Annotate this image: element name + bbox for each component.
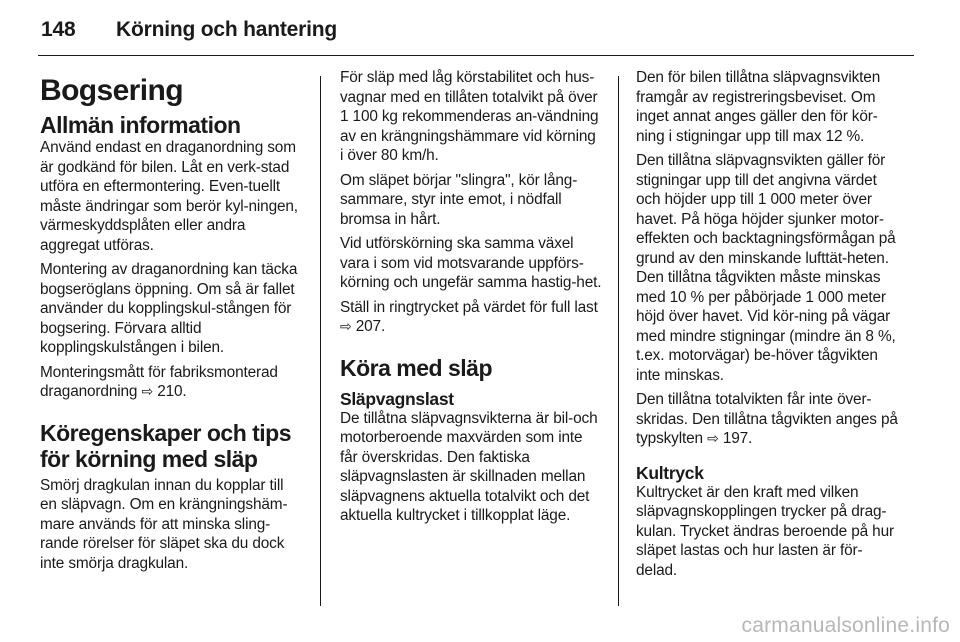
paragraph: Montering av draganordning kan täcka bogseröglans öppning. Om så är fallet använder du kopplingskul-stången för bogsering. Förvara alltid kopplingskulstången i bilen. <box>40 261 298 356</box>
paragraph: Vid utförskörning ska samma växel vara i som vid motsvarande uppförs-körning och ungefär samma hastig-het. <box>340 235 602 291</box>
paragraph: Den för bilen tillåtna släpvagnsvikten framgår av registreringsbeviset. Om inget annat anges gäller den för kör-ning i stigningar upp till max 12 %. <box>636 69 881 145</box>
paragraph <box>636 390 898 449</box>
page-reference[interactable]: 210. <box>157 383 187 400</box>
section-heading: Bogsering <box>40 74 183 107</box>
page-number: 148 <box>41 18 76 41</box>
watermark: carmanualsonline.info <box>741 614 950 637</box>
subsection-heading: Köregenskaper och tips för körning med släp <box>40 419 292 472</box>
chapter-title: Körning och hantering <box>116 18 337 41</box>
header-rule <box>38 55 914 56</box>
paragraph-text: Ställ in ringtrycket på värdet för full last <box>340 298 598 316</box>
paragraph: Smörj dragkulan innan du kopplar till en släpvagn. Om en krängningshäm-mare används för att minska sling-rande rörelser för släpet ska du dock inte smörja dragkulan. <box>40 476 288 572</box>
paragraph-text: Den tillåtna totalvikten får inte över-skridas. Den tillåtna tågvikten anges på typskylten <box>636 391 898 447</box>
page-reference-arrow-icon[interactable]: ⇨ <box>141 383 154 399</box>
paragraph <box>40 363 302 402</box>
page-reference[interactable]: 207. <box>355 318 386 335</box>
paragraph: Den tillåtna släpvagnsvikten gäller för stigningar upp till det angivna värdet och höjder upp till 1 000 meter över havet. På höga höjder sjunker motor-effekten och backtagningsförmågan på grund av den minskande lufttät-heten. Den tillåtna tågvikten måste minskas med 10 % per påbörjade 1 000 meter höjd över havet. Vid kör-ning på vägar med mindre stigningar (mindre än 8 %, t.ex. motorvägar) be-höver tågvikten inte minskas. <box>636 152 896 384</box>
subsection-heading: Köra med släp <box>340 354 492 381</box>
minor-heading: Kultryck <box>636 462 704 483</box>
minor-heading: Släpvagnslast <box>340 388 454 409</box>
column-3 <box>636 68 898 585</box>
paragraph <box>340 298 602 337</box>
page-reference-arrow-icon[interactable]: ⇨ <box>340 318 352 334</box>
page-reference-arrow-icon[interactable]: ⇨ <box>707 430 719 446</box>
paragraph: Kultrycket är den kraft med vilken släpvagnskopplingen trycker på drag-kulan. Trycket ändras beroende på hur släpet lastas och hur lasten är för-delad. <box>636 483 894 579</box>
subsection-heading: Allmän information <box>40 112 241 138</box>
paragraph: För släp med låg körstabilitet och hus-vagnar med en tillåten totalvikt på över 1 100 kg rekommenderas an-vändning av en krängningshämmare vid körning i över 80 km/h. <box>340 69 599 164</box>
paragraph: Om släpet börjar "slingra", kör lång-sammare, styr inte emot, i nödfall bromsa in hårt. <box>340 171 578 228</box>
column-1 <box>40 68 302 578</box>
page-header <box>38 18 914 46</box>
column-2 <box>340 68 602 531</box>
paragraph-text: Monteringsmått för fabriksmonterad draganordning <box>40 363 278 400</box>
paragraph: De tillåtna släpvagnsvikterna är bil-och motorberoende maxvärden som inte får överskridas. Den faktiska släpvagnslasten är skillnaden mellan släpvagnens aktuella totalvikt och det aktuella kultrycket i tillkopplat läge. <box>340 409 598 524</box>
column-divider <box>320 76 321 606</box>
paragraph: Använd endast en draganordning som är godkänd för bilen. Låt en verk-stad utföra en eftermontering. Even-tuellt måste ändringar som berör kyl-ningen, värmeskyddsplåten eller andra aggregat utföras. <box>40 139 298 254</box>
page-reference[interactable]: 197. <box>722 430 753 447</box>
column-divider <box>618 76 619 606</box>
